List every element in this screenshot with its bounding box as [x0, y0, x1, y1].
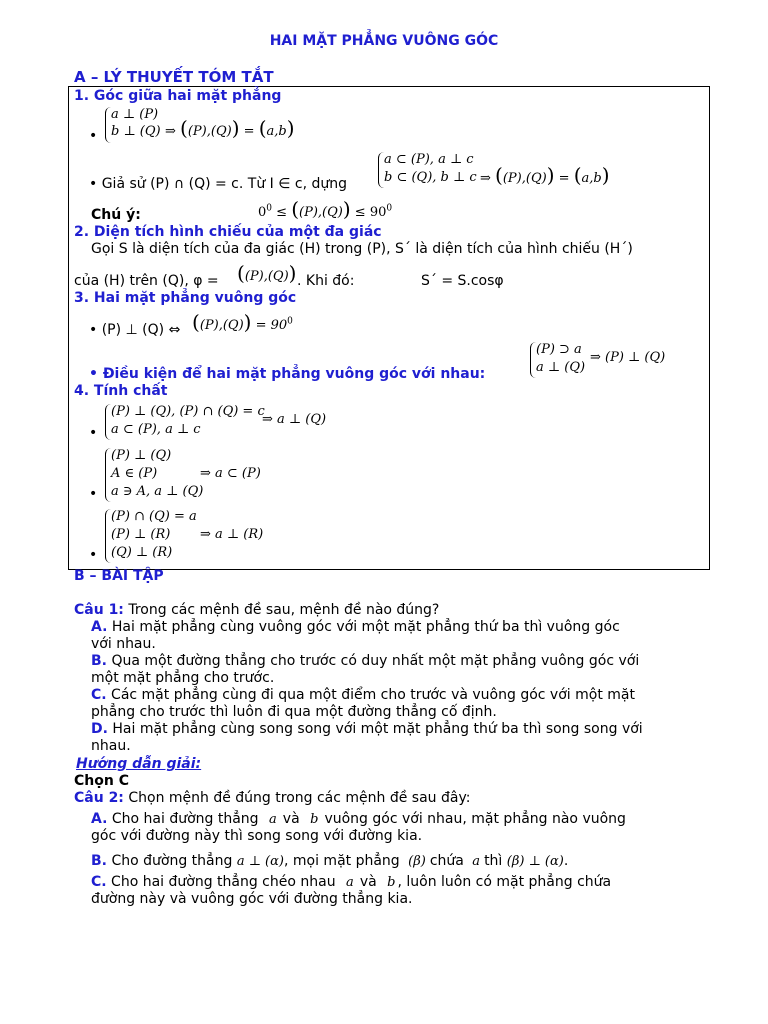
formula-system-4	[105, 404, 271, 440]
option-text: chứa	[429, 853, 464, 869]
line-a: a	[269, 812, 277, 827]
option-b	[91, 653, 639, 669]
formula-result-1: ⇒ ((P),(Q)) = (a,b)	[165, 116, 295, 140]
option-text: thì	[484, 853, 503, 869]
line-b: b	[387, 875, 396, 890]
paragraph-2-line-2a: của (H) trên (Q), φ =	[74, 273, 219, 289]
formula-result-3: ⇒ (P) ⊥ (Q)	[590, 350, 666, 365]
option-text: .	[563, 853, 569, 869]
line-b: b	[310, 812, 319, 827]
ninety: 90	[369, 205, 387, 220]
option-text: Hai mặt phẳng cùng vuông góc với một mặt phẳng thứ ba thì vuông góc	[107, 619, 620, 635]
formula-line: A ∈ (P)	[111, 466, 158, 481]
degree: 0	[266, 203, 273, 214]
degree: 0	[386, 203, 393, 214]
formula-result-2: ⇒ ((P),(Q)) = (a,b)	[480, 163, 610, 187]
line-a: a	[346, 875, 354, 890]
option-a-line-2: với nhau.	[91, 636, 156, 652]
option-c-line-2: phẳng cho trước thì luôn đi qua một đường thẳng cố định.	[91, 704, 497, 720]
le-sign: ≤	[276, 205, 288, 220]
solution-guide: Hướng dẫn giải:	[76, 756, 202, 772]
formula-system-2	[378, 152, 479, 188]
answer: Chọn C	[74, 773, 129, 789]
option-b-line-2: một mặt phẳng cho trước.	[91, 670, 275, 686]
option-label: C.	[91, 687, 107, 703]
option-a-line-2: góc với đường này thì song song với đường kia.	[91, 828, 423, 844]
formula-line: a ∋ A, a ⊥ (Q)	[111, 484, 204, 499]
heading-2: 2. Diện tích hình chiếu của một đa giác	[74, 224, 382, 240]
option-d	[91, 721, 643, 737]
formula: a ⊥ (α)	[236, 854, 284, 869]
degree: 0	[287, 316, 293, 327]
option-text: Cho đường thẳng	[107, 853, 233, 869]
perpendicular-formula: $((P),(Q)) = 90^0$	[192, 310, 293, 334]
option-text: , luôn luôn có mặt phẳng chứa	[397, 874, 612, 890]
option-label: A.	[91, 619, 108, 635]
paragraph-2-line-1: Gọi S là diện tích của đa giác (H) trong (P), S´ là diện tích của hình chiếu (H´)	[91, 241, 633, 257]
heading-1: 1. Góc giữa hai mặt phẳng	[74, 88, 282, 104]
bullet-3b-text: • Điều kiện để hai mặt phẳng vuông góc với nhau:	[89, 366, 486, 382]
question-label: Câu 1:	[74, 602, 124, 618]
bullet: •	[89, 425, 98, 441]
line-a: a	[472, 854, 481, 869]
question-text: Trong các mệnh đề sau, mệnh đề nào đúng?	[123, 602, 440, 618]
option-label: D.	[91, 721, 108, 737]
formula-line: (P) ⊃ a	[536, 342, 582, 357]
formula-line: a ⊥ (P)	[111, 107, 159, 122]
note-label: Chú ý:	[91, 207, 141, 223]
option-text: Hai mặt phẳng cùng song song với một mặt phẳng thứ ba thì song song với	[107, 721, 643, 737]
bullet-2-text: • Giả sử (P) ∩ (Q) = c. Từ I ∈ c, dựng	[89, 176, 347, 192]
formula-line: b ⊂ (Q), b ⊥ c	[384, 170, 477, 185]
heading-4: 4. Tính chất	[74, 383, 168, 399]
option-text: vuông góc với nhau, mặt phẳng nào vuông	[324, 811, 626, 827]
bullet: •	[89, 486, 98, 502]
paragraph-2-line-2c: . Khi đó:	[297, 273, 355, 289]
formula-line: a ⊂ (P), a ⊥ c	[384, 152, 474, 167]
option-c	[91, 874, 611, 890]
formula: (β) ⊥ (α)	[506, 854, 564, 869]
note-formula: $0^0 \le ((P),(Q)) \le 90^0$	[258, 197, 393, 221]
formula-line: b ⊥ (Q)	[111, 124, 161, 139]
heading-3: 3. Hai mặt phẳng vuông góc	[74, 290, 297, 306]
formula-line: (P) ⊥ (Q)	[111, 448, 172, 463]
bullet-3a-text: • (P) ⊥ (Q) ⇔	[89, 322, 181, 338]
option-a	[91, 619, 620, 635]
question-1	[74, 602, 439, 618]
formula-line: a ⊂ (P), a ⊥ c	[111, 422, 201, 437]
question-2	[74, 790, 470, 806]
equals: =	[243, 124, 255, 139]
formula-result-6: ⇒ a ⊥ (R)	[200, 527, 264, 542]
angle-planes: (P),(Q)	[199, 318, 244, 333]
option-text: Các mặt phẳng cùng đi qua một điểm cho trước và vuông góc với một mặt	[106, 687, 635, 703]
option-label: C.	[91, 874, 107, 890]
page-title: HAI MẶT PHẲNG VUÔNG GÓC	[269, 33, 499, 49]
option-label: B.	[91, 653, 107, 669]
and-word: và	[359, 874, 377, 890]
phi-formula: ((P),(Q))	[237, 261, 297, 285]
formula-line: (Q) ⊥ (R)	[111, 545, 173, 560]
question-label: Câu 2:	[74, 790, 124, 806]
section-a-heading: A – LÝ THUYẾT TÓM TẮT	[74, 68, 274, 86]
formula: (β)	[408, 854, 426, 869]
le-sign: ≤	[354, 205, 366, 220]
bullet: •	[89, 547, 98, 563]
option-c-line-2: đường này và vuông góc với đường thẳng kia.	[91, 891, 413, 907]
option-text: Cho hai đường thẳng	[107, 811, 259, 827]
area-formula: S´ = S.cosφ	[421, 273, 504, 289]
formula-line: a ⊥ (Q)	[536, 360, 586, 375]
equals-ninety: = 90	[255, 318, 288, 333]
formula-result-5: ⇒ a ⊂ (P)	[200, 466, 261, 481]
angle-planes: (P),(Q)	[502, 171, 547, 186]
formula-system-5	[105, 448, 206, 502]
angle-lines: a,b	[266, 124, 287, 139]
section-b-heading: B – BÀI TẬP	[74, 568, 164, 584]
formula-line: (P) ∩ (Q) = a	[111, 509, 197, 524]
and-word: và	[282, 811, 300, 827]
option-d-line-2: nhau.	[91, 738, 131, 754]
option-text: Qua một đường thẳng cho trước có duy nhất một mặt phẳng vuông góc với	[107, 653, 640, 669]
equals: =	[558, 171, 570, 186]
arrow: ⇒	[165, 124, 176, 139]
formula-system-6	[105, 509, 206, 563]
arrow: ⇒	[480, 171, 491, 186]
option-c	[91, 687, 635, 703]
formula-system-1	[105, 107, 166, 143]
angle-lines: a,b	[581, 171, 602, 186]
option-a	[91, 811, 626, 827]
formula-line: (P) ⊥ (Q), (P) ∩ (Q) = c	[111, 404, 265, 419]
option-text: , mọi mặt phẳng	[283, 853, 400, 869]
angle-planes: (P),(Q)	[299, 205, 343, 220]
option-text: Cho hai đường thẳng chéo nhau	[106, 874, 336, 890]
option-label: A.	[91, 811, 108, 827]
formula-line: (P) ⊥ (R)	[111, 527, 171, 542]
zero: 0	[258, 205, 267, 220]
angle-planes: (P),(Q)	[244, 269, 289, 284]
angle-planes: (P),(Q)	[187, 124, 232, 139]
formula-result-4: ⇒ a ⊥ (Q)	[262, 412, 327, 427]
question-text: Chọn mệnh đề đúng trong các mệnh đề sau đây:	[123, 790, 471, 806]
option-label: B.	[91, 853, 107, 869]
bullet: •	[89, 128, 98, 144]
formula-system-3	[530, 342, 591, 378]
option-b	[91, 853, 568, 869]
